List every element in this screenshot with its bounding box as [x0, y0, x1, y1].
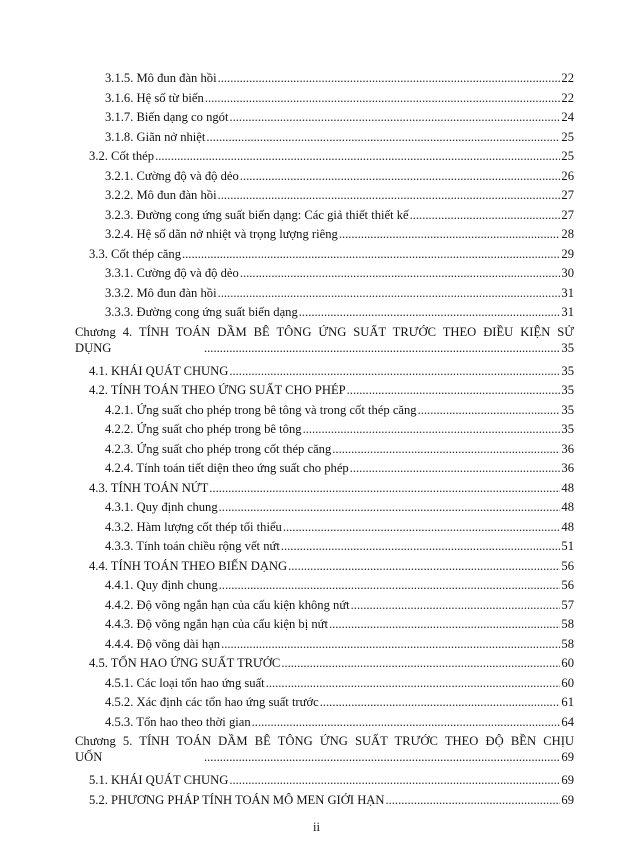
toc-chapter-title: Chương 5. TÍNH TOÁN DẦM BÊ TÔNG ỨNG SUẤT TRƯỚC THEO ĐỘ BỀN CHỊU: [75, 734, 574, 748]
leader-dots: [288, 558, 560, 574]
toc-page-number: 31: [561, 305, 574, 319]
toc-section-entry[interactable]: [89, 772, 574, 788]
toc-subsection-entry[interactable]: [105, 109, 574, 125]
toc-section-entry[interactable]: [89, 363, 574, 379]
toc-page-number: 64: [561, 714, 574, 729]
toc-entry-label: 4.5.3. Tổn hao theo thời gian: [105, 714, 251, 729]
leader-dots: [219, 577, 561, 593]
toc-entry-label: 4.4.2. Độ võng ngắn hạn của cấu kiện không nứt: [105, 597, 350, 612]
toc-page-number: 35: [561, 340, 574, 355]
toc-page-number: 31: [561, 285, 574, 300]
toc-entry-label: 4.4.4. Độ võng dài hạn: [105, 636, 221, 651]
toc-page-number: 60: [561, 656, 574, 670]
toc-entry-label: 3.1.6. Hệ số từ biến: [105, 90, 204, 105]
toc-page-number: 35: [561, 402, 574, 417]
toc-subsection-entry[interactable]: [105, 187, 574, 203]
toc-subsection-entry[interactable]: [105, 675, 574, 691]
toc-chapter-title-continued: DỤNG: [75, 340, 112, 355]
toc-subsection-entry[interactable]: [105, 519, 574, 535]
leader-dots: [252, 714, 561, 730]
toc-entry-label: 4.2. TÍNH TOÁN THEO ỨNG SUẤT CHO PHÉP: [89, 383, 346, 397]
leader-dots: [206, 129, 560, 145]
toc-entry-label: 3.2.2. Mô đun đàn hồi: [105, 188, 217, 202]
toc-entry-label: 3.2.3. Đường cong ứng suất biến dạng: Các giả thiết thiết kế: [105, 207, 409, 222]
leader-dots: [299, 304, 561, 320]
leader-dots: [155, 148, 560, 164]
leader-dots: [266, 675, 561, 691]
toc-entry-label: 4.4.3. Độ võng ngắn hạn của cấu kiện bị nứt: [105, 617, 328, 631]
toc-chapter-title-continued: UỐN: [75, 750, 103, 764]
toc-entry-label: 3.3. Cốt thép căng: [89, 246, 181, 261]
toc-page-number: 30: [561, 266, 574, 280]
toc-entry-label: 4.3.3. Tính toán chiều rộng vết nứt: [105, 539, 280, 553]
toc-entry-label: 4.2.1. Ứng suất cho phép trong bê tông và trong cốt thép căng: [105, 402, 417, 417]
leader-dots: [229, 772, 560, 788]
toc-subsection-entry[interactable]: [105, 714, 574, 730]
toc-page-number: 25: [561, 129, 574, 144]
toc-section-entry[interactable]: [89, 480, 574, 496]
leader-dots: [229, 109, 560, 125]
toc-chapter-title: Chương 4. TÍNH TOÁN DẦM BÊ TÔNG ỨNG SUẤT TRƯỚC THEO ĐIỀU KIỆN SỬ: [75, 324, 574, 339]
toc-entry-label: 3.3.1. Cường độ và độ dẻo: [105, 266, 239, 280]
toc-subsection-entry[interactable]: [105, 402, 574, 418]
toc-entry-label: 4.2.3. Ứng suất cho phép trong cốt thép căng: [105, 441, 332, 456]
toc-subsection-entry[interactable]: [105, 636, 574, 652]
toc-section-entry[interactable]: [89, 148, 574, 164]
toc-entry-label: 3.3.3. Đường cong ứng suất biến dạng: [105, 305, 298, 319]
toc-subsection-entry[interactable]: [105, 129, 574, 145]
leader-dots: [283, 519, 561, 535]
toc-subsection-entry[interactable]: [105, 207, 574, 223]
toc-entry-label: 4.4.1. Quy định chung: [105, 578, 218, 592]
toc-page-number: 35: [561, 363, 574, 378]
toc-subsection-entry[interactable]: [105, 577, 574, 593]
leader-dots: [350, 460, 561, 476]
toc-page-number: 24: [561, 110, 574, 124]
leader-dots: [329, 616, 560, 632]
leader-dots: [182, 246, 560, 262]
toc-page-number: 51: [561, 539, 574, 553]
leader-dots: [281, 655, 560, 671]
leader-dots: [218, 187, 561, 203]
toc-page-number: 27: [561, 188, 574, 202]
toc-page-number: 36: [561, 441, 574, 456]
toc-page-number: 69: [561, 792, 574, 807]
leader-dots: [221, 636, 560, 652]
toc-page-number: 56: [561, 558, 574, 573]
toc-subsection-entry[interactable]: [105, 168, 574, 184]
toc-subsection-entry[interactable]: [105, 694, 574, 710]
toc-section-entry[interactable]: [89, 382, 574, 398]
leader-dots: [347, 382, 561, 398]
toc-entry-label: 3.2.4. Hệ số dãn nở nhiệt và trọng lượng riêng: [105, 227, 338, 241]
leader-dots: [204, 749, 560, 765]
toc-subsection-entry[interactable]: [105, 265, 574, 281]
leader-dots: [209, 480, 560, 496]
toc-entry-label: 4.3. TÍNH TOÁN NỨT: [89, 480, 209, 495]
leader-dots: [204, 340, 560, 356]
toc-entry-label: 5.1. KHÁI QUÁT CHUNG: [89, 773, 229, 787]
toc-chapter-entry[interactable]: [75, 733, 574, 765]
toc-page-number: 58: [561, 617, 574, 631]
toc-page-number: 26: [561, 168, 574, 183]
leader-dots: [240, 168, 561, 184]
toc-page-number: 56: [561, 578, 574, 592]
toc-subsection-entry[interactable]: [105, 70, 574, 86]
toc-page-number: 35: [561, 422, 574, 436]
leader-dots: [339, 226, 561, 242]
toc-entry-label: 3.3.2. Mô đun đàn hồi: [105, 285, 217, 300]
toc-section-entry[interactable]: [89, 558, 574, 574]
toc-page-number: 48: [561, 480, 574, 495]
toc-page-number: 48: [561, 500, 574, 514]
toc-page-number: 58: [561, 636, 574, 651]
toc-entry-label: 4.1. KHÁI QUÁT CHUNG: [89, 363, 229, 378]
toc-subsection-entry[interactable]: [105, 499, 574, 515]
toc-chapter-entry[interactable]: [75, 324, 574, 356]
leader-dots: [229, 363, 560, 379]
toc-subsection-entry[interactable]: [105, 90, 574, 106]
toc-section-entry[interactable]: [89, 655, 574, 671]
leader-dots: [218, 70, 561, 86]
toc-page-number: 57: [561, 597, 574, 612]
leader-dots: [410, 207, 561, 223]
leader-dots: [303, 421, 561, 437]
toc-subsection-entry[interactable]: [105, 616, 574, 632]
toc-page-number: 25: [561, 149, 574, 163]
toc-subsection-entry[interactable]: [105, 421, 574, 437]
toc-page-number: 22: [561, 71, 574, 85]
toc-page-number: 69: [561, 773, 574, 787]
toc-page-number: 69: [561, 750, 574, 764]
leader-dots: [351, 597, 561, 613]
toc-subsection-entry[interactable]: [105, 538, 574, 554]
toc-entry-label: 3.2. Cốt thép: [89, 149, 155, 163]
page-number: ii: [313, 820, 320, 834]
toc-subsection-entry[interactable]: [105, 441, 574, 457]
toc-subsection-entry[interactable]: [105, 460, 574, 476]
toc-section-entry[interactable]: [89, 246, 574, 262]
leader-dots: [205, 90, 561, 106]
leader-dots: [281, 538, 561, 554]
toc-page-number: 22: [561, 90, 574, 105]
leader-dots: [219, 499, 561, 515]
toc-section-entry[interactable]: [89, 792, 574, 808]
toc-subsection-entry[interactable]: [105, 304, 574, 320]
leader-dots: [320, 694, 561, 710]
leader-dots: [240, 265, 561, 281]
toc-entry-label: 4.4. TÍNH TOÁN THEO BIẾN DẠNG: [89, 558, 288, 573]
toc-entry-label: 5.2. PHƯƠNG PHÁP TÍNH TOÁN MÔ MEN GIỚI HẠN: [89, 792, 385, 807]
toc-entry-label: 4.2.2. Ứng suất cho phép trong bê tông: [105, 422, 302, 436]
toc-page-number: 27: [561, 207, 574, 222]
toc-page-number: 35: [561, 383, 574, 397]
toc-entry-label: 3.1.7. Biến dạng co ngót: [105, 110, 229, 124]
toc-entry-label: 3.2.1. Cường độ và độ dẻo: [105, 168, 239, 183]
toc-entry-label: 4.3.2. Hàm lượng cốt thép tối thiểu: [105, 519, 282, 534]
leader-dots: [418, 402, 561, 418]
toc-subsection-entry[interactable]: [105, 597, 574, 613]
toc-page-number: 61: [561, 695, 574, 709]
toc-page-number: 29: [561, 246, 574, 261]
toc-page-number: 36: [561, 461, 574, 475]
toc-subsection-entry[interactable]: [105, 226, 574, 242]
toc-page-number: 60: [561, 675, 574, 690]
toc-entry-label: 4.3.1. Quy định chung: [105, 500, 218, 514]
toc-entry-label: 4.2.4. Tính toán tiết diện theo ứng suất cho phép: [105, 461, 349, 475]
toc-page-number: 28: [561, 227, 574, 241]
toc-page-number: 48: [561, 519, 574, 534]
toc-subsection-entry[interactable]: [105, 285, 574, 301]
leader-dots: [385, 792, 560, 808]
toc-entry-label: 3.1.5. Mô đun đàn hồi: [105, 71, 217, 85]
leader-dots: [332, 441, 560, 457]
toc-entry-label: 4.5. TỔN HAO ỨNG SUẤT TRƯỚC: [89, 656, 281, 670]
toc-entry-label: 4.5.2. Xác định các tổn hao ứng suất trước: [105, 695, 319, 709]
toc-entry-label: 3.1.8. Giãn nở nhiệt: [105, 129, 206, 144]
toc-entry-label: 4.5.1. Các loại tổn hao ứng suất: [105, 675, 265, 690]
leader-dots: [218, 285, 561, 301]
